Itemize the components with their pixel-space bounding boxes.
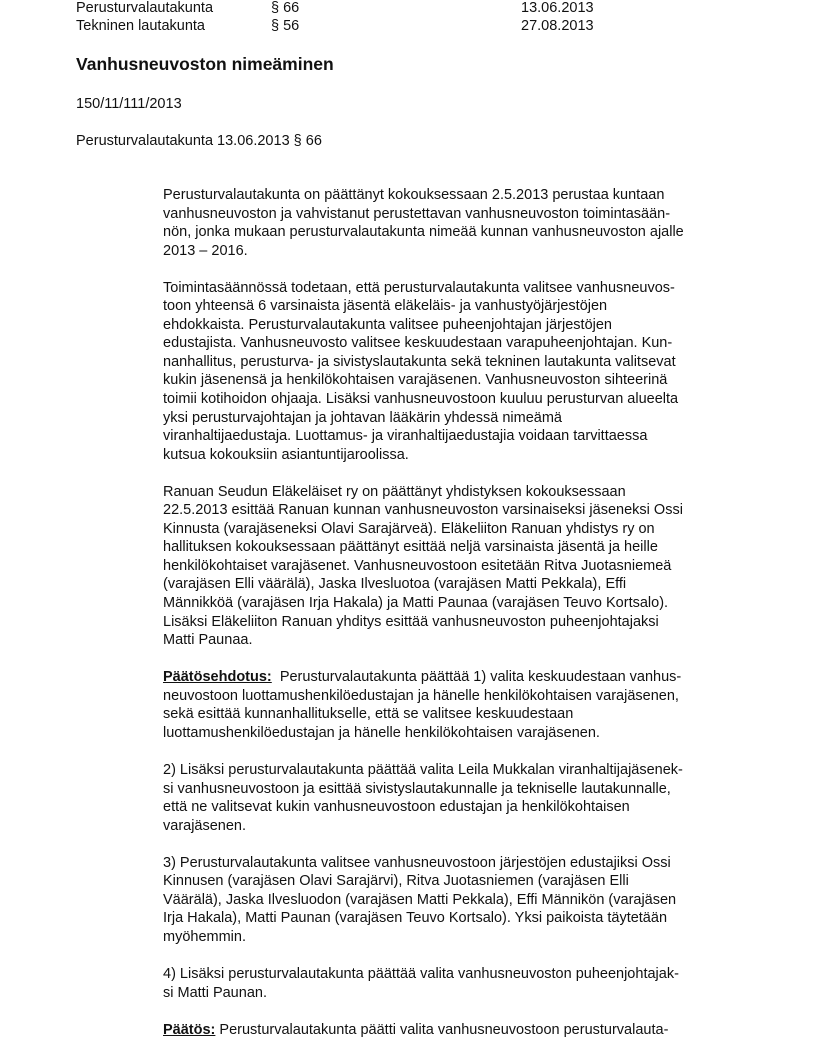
- line-text: neuvostoon luottamushenkilöedustajan ja hänelle henkilökohtaisen varajäsenen,: [163, 687, 679, 704]
- line-text: Kinnusen (varajäsen Olavi Sarajärvi), Ritva Juotasniemen (varajäsen Elli: [163, 873, 629, 890]
- paragraph-line: [163, 854, 684, 873]
- line-text: Perusturvalautakunta päättää 1) valita keskuudestaan vanhus-: [271, 669, 682, 686]
- line-text: Irja Hakala), Matti Paunan (varajäsen Teuvo Kortsalo). Yksi paikoista täytetään: [163, 910, 668, 927]
- paragraph-line: [163, 371, 684, 390]
- line-text: Perusturvalautakunta päätti valita vanhusneuvostoon perusturvalauta-: [215, 1021, 669, 1038]
- line-text: että ne valitsevat kukin vanhusneuvostoon edustajan ja henkilökohtaisen: [163, 799, 630, 816]
- document-body: [163, 186, 684, 1039]
- paragraph-line: [163, 928, 684, 947]
- header-row-section: § 66: [271, 0, 300, 16]
- paragraph-line: [163, 891, 684, 910]
- paragraph-line: [163, 687, 684, 706]
- line-text: Männikköä (varajäsen Irja Hakala) ja Matti Paunaa (varajäsen Teuvo Kortsalo).: [163, 595, 669, 612]
- header-row-body: Tekninen lautakunta: [76, 18, 205, 34]
- reference-number: 150/11/111/2013: [76, 96, 182, 112]
- paragraph-spacer: [163, 464, 684, 483]
- paragraph-spacer: [163, 260, 684, 279]
- header-row-body: Perusturvalautakunta: [76, 0, 214, 16]
- paragraph-line: [163, 501, 684, 520]
- line-text: kutsua kokouksiin asiantuntijaroolissa.: [163, 446, 409, 463]
- document-title: Vanhusneuvoston nimeäminen: [76, 54, 334, 74]
- line-text: viranhaltijaedustaja. Luottamus- ja viranhaltijaedustajia voidaan tarvittaessa: [163, 428, 648, 445]
- paragraph-line: [163, 613, 684, 632]
- meeting-reference: Perusturvalautakunta 13.06.2013 § 66: [76, 133, 322, 149]
- line-text: 4) Lisäksi perusturvalautakunta päättää valita vanhusneuvoston puheenjohtajak-: [163, 965, 679, 982]
- line-text: varajäsenen.: [163, 817, 247, 834]
- line-text: 3) Perusturvalautakunta valitsee vanhusneuvostoon järjestöjen edustajiksi Ossi: [163, 854, 671, 871]
- paragraph-line: [163, 483, 684, 502]
- paragraph-line: [163, 705, 684, 724]
- paragraph-line: [163, 1021, 684, 1040]
- paragraph-spacer: [163, 1002, 684, 1021]
- paragraph-line: [163, 594, 684, 613]
- paragraph-line: [163, 279, 684, 298]
- line-text: Kinnusta (varajäseneksi Olavi Sarajärveä). Eläkeliiton Ranuan yhdistys ry on: [163, 520, 655, 537]
- line-text: sekä esittää kunnanhallitukselle, että se valitsee keskuudestaan: [163, 706, 574, 723]
- paragraph-line: [163, 557, 684, 576]
- paragraph-line: [163, 538, 684, 557]
- paragraph-spacer: [163, 835, 684, 854]
- line-text: 2013 – 2016.: [163, 242, 248, 259]
- paragraph-line: [163, 575, 684, 594]
- line-text: myöhemmin.: [163, 928, 246, 945]
- paragraph-line: [163, 631, 684, 650]
- section-label: Päätös:: [163, 1021, 216, 1038]
- paragraph-line: [163, 798, 684, 817]
- paragraph-line: [163, 353, 684, 372]
- line-text: Toimintasäännössä todetaan, että perusturvalautakunta valitsee vanhusneuvos-: [163, 279, 675, 296]
- paragraph-line: [163, 297, 684, 316]
- line-text: yksi perusturvajohtajan ja johtavan lääkärin yhdessä nimeämä: [163, 409, 562, 426]
- paragraph-line: [163, 668, 684, 687]
- line-text: ehdokkaista. Perusturvalautakunta valitsee puheenjohtajan järjestöjen: [163, 316, 612, 333]
- line-text: toon yhteensä 6 varsinaista jäsentä eläkeläis- ja vanhustyöjärjestöjen: [163, 298, 608, 315]
- line-text: si Matti Paunan.: [163, 984, 267, 1001]
- paragraph-line: [163, 427, 684, 446]
- line-text: kukin jäsenensä ja henkilökohtaisen varajäsenen. Vanhusneuvoston sihteerinä: [163, 372, 668, 389]
- line-text: (varajäsen Elli väärälä), Jaska Ilvesluotoa (varajäsen Matti Pekkala), Effi: [163, 576, 627, 593]
- paragraph-spacer: [163, 650, 684, 669]
- line-text: Lisäksi Eläkeliiton Ranuan yhditys esittää vanhusneuvoston puheenjohtajaksi: [163, 613, 659, 630]
- line-text: Ranuan Seudun Eläkeläiset ry on päättänyt yhdistyksen kokouksessaan: [163, 483, 626, 500]
- paragraph-line: [163, 817, 684, 836]
- line-text: Perusturvalautakunta on päättänyt kokouksessaan 2.5.2013 perustaa kuntaan: [163, 187, 665, 203]
- paragraph-line: [163, 984, 684, 1003]
- paragraph-line: [163, 390, 684, 409]
- line-text: 22.5.2013 esittää Ranuan kunnan vanhusneuvoston varsinaiseksi jäseneksi Ossi: [163, 502, 683, 519]
- section-label: Päätösehdotus:: [163, 669, 272, 686]
- paragraph-line: [163, 909, 684, 928]
- paragraph-line: [163, 334, 684, 353]
- line-text: luottamushenkilöedustajan ja hänelle henkilökohtaisen varajäsenen.: [163, 724, 600, 741]
- line-text: Väärälä), Jaska Ilvesluodon (varajäsen Matti Pekkala), Effi Männikön (varajäsen: [163, 891, 677, 908]
- paragraph-line: [163, 205, 684, 224]
- paragraph-line: [163, 223, 684, 242]
- paragraph-spacer: [163, 946, 684, 965]
- paragraph-line: [163, 761, 684, 780]
- line-text: henkilökohtaiset varajäsenet. Vanhusneuvostoon esitetään Ritva Juotasniemeä: [163, 557, 672, 574]
- line-text: si vanhusneuvostoon ja esittää sivistyslautakunnalle ja tekniselle lautakunnalle,: [163, 780, 671, 797]
- line-text: hallituksen kokouksessaan päättänyt esittää neljä varsinaista jäsentä ja heille: [163, 539, 658, 556]
- line-text: toimii kotihoidon ohjaaja. Lisäksi vanhusneuvostoon kuuluu perusturvan alueelta: [163, 391, 679, 408]
- paragraph-line: [163, 520, 684, 539]
- paragraph-line: [163, 186, 684, 205]
- paragraph-line: [163, 446, 684, 465]
- paragraph-line: [163, 724, 684, 743]
- line-text: nanhallitus, perusturva- ja sivistyslautakunta sekä tekninen lautakunta valitsevat: [163, 353, 676, 370]
- header-row-section: § 56: [271, 18, 300, 34]
- line-text: edustajista. Vanhusneuvosto valitsee keskuudestaan varapuheenjohtajan. Kun-: [163, 335, 673, 352]
- paragraph-line: [163, 316, 684, 335]
- paragraph-line: [163, 872, 684, 891]
- paragraph-line: [163, 780, 684, 799]
- header-row-date: 27.08.2013: [521, 18, 594, 34]
- header-row-date: 13.06.2013: [521, 0, 594, 16]
- line-text: Matti Paunaa.: [163, 632, 253, 649]
- line-text: vanhusneuvoston ja vahvistanut perustettavan vanhusneuvoston toimintasään-: [163, 205, 671, 222]
- line-text: 2) Lisäksi perusturvalautakunta päättää valita Leila Mukkalan viranhaltijajäsenek-: [163, 761, 683, 778]
- paragraph-spacer: [163, 742, 684, 761]
- paragraph-line: [163, 965, 684, 984]
- paragraph-line: [163, 409, 684, 428]
- paragraph-line: [163, 242, 684, 261]
- line-text: nön, jonka mukaan perusturvalautakunta nimeää kunnan vanhusneuvoston ajalle: [163, 224, 684, 241]
